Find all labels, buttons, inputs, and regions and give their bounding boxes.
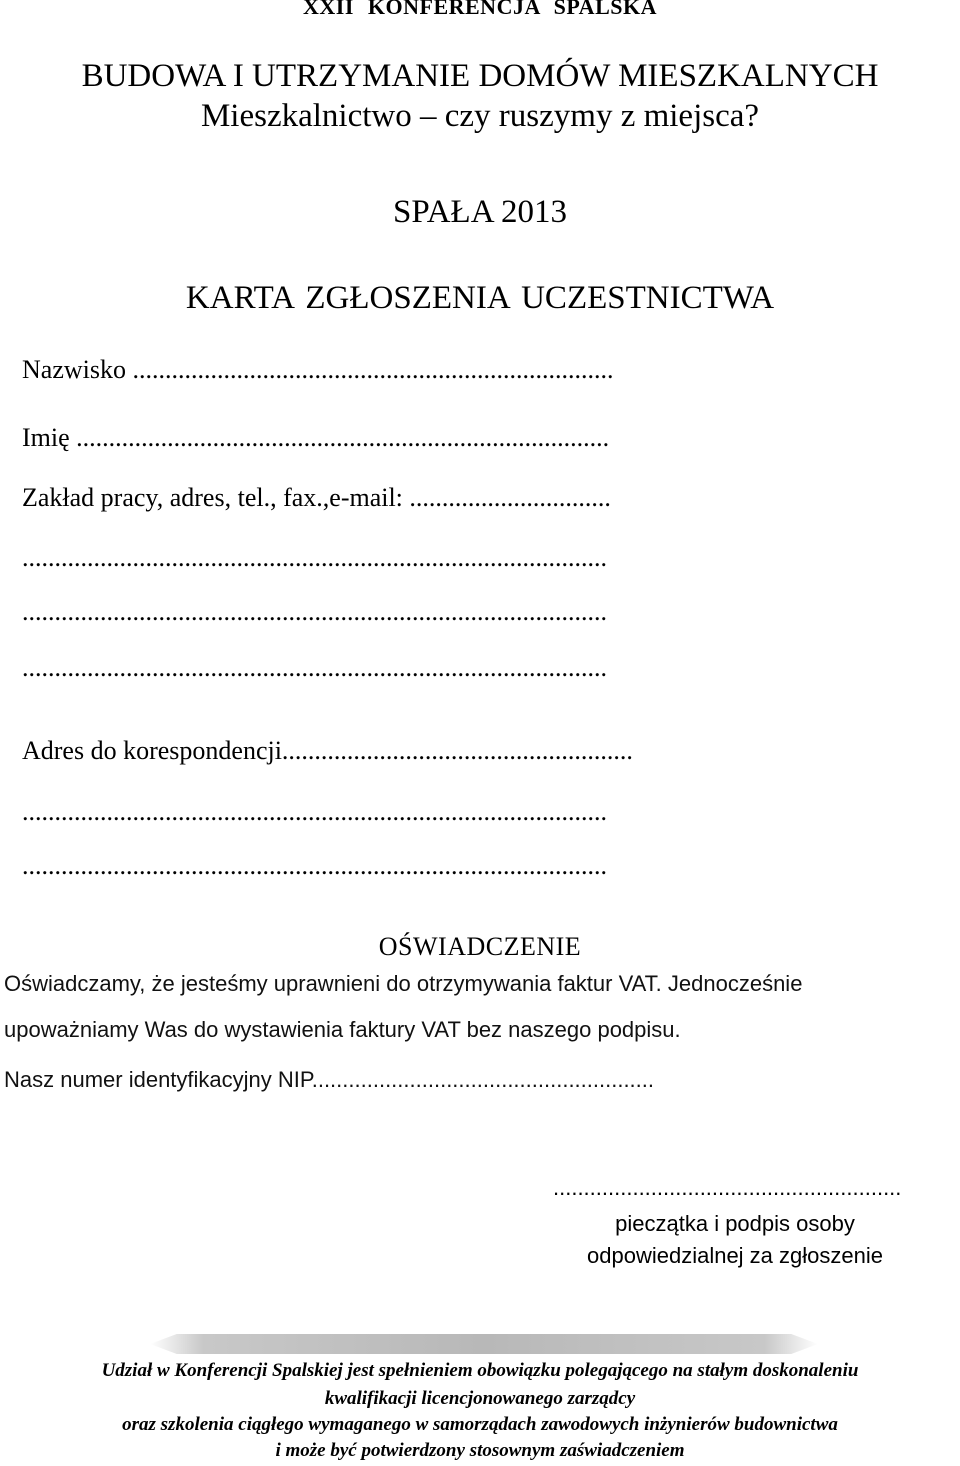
signature-caption-line-1: pieczątka i podpis osoby	[615, 1211, 855, 1236]
document-subtitle: Mieszkalnictwo – czy ruszymy z miejsca?	[200, 98, 760, 134]
correspondence-address-field[interactable]: Adres do korespondencji......................................................	[22, 736, 633, 765]
declaration-text-line-1: Oświadczamy, że jesteśmy uprawnieni do otrzymywania faktur VAT. Jednocześnie	[4, 971, 803, 996]
surname-field[interactable]: Nazwisko ..........................................................................	[22, 355, 614, 384]
footer-note-line-2: kwalifikacji licencjonowanego zarządcy	[324, 1388, 636, 1409]
footer-divider	[150, 1334, 818, 1354]
correspondence-address-line-2[interactable]: ..........................................................................................	[22, 797, 607, 826]
correspondence-address-line-3[interactable]: ..........................................................................................	[22, 851, 607, 880]
declaration-title: OŚWIADCZENIE	[378, 932, 582, 961]
workplace-field[interactable]: Zakład pracy, adres, tel., fax.,e-mail: ...............................	[22, 483, 611, 512]
footer-note-line-1: Udział w Konferencji Spalskiej jest spełnieniem obowiązku polegającego na stałym doskonaleniu	[101, 1360, 859, 1381]
event-name: SPAŁA 2013	[393, 194, 567, 230]
signature-caption-line-2: odpowiedzialnej za zgłoszenie	[587, 1243, 883, 1268]
declaration-text-line-2: upoważniamy Was do wystawienia faktury VAT bez naszego podpisu.	[4, 1017, 681, 1042]
footer-note-line-3: oraz szkolenia ciągłego wymaganego w samorządach zawodowych inżynierów budownictwa	[122, 1414, 838, 1435]
conference-label: XXII KONFERENCJA SPALSKA	[303, 0, 657, 19]
workplace-field-line-3[interactable]: ..........................................................................................	[22, 597, 607, 626]
signature-line[interactable]: .........................................................	[553, 1175, 902, 1200]
workplace-field-line-2[interactable]: ..........................................................................................	[22, 543, 607, 572]
document-title: BUDOWA I UTRZYMANIE DOMÓW MIESZKALNYCH	[81, 58, 879, 94]
workplace-field-line-4[interactable]: ..........................................................................................	[22, 653, 607, 682]
form-title: KARTA ZGŁOSZENIA UCZESTNICTWA	[185, 280, 775, 316]
first-name-field[interactable]: Imię ..................................................................................	[22, 423, 610, 452]
footer-note-line-4: i może być potwierdzony stosownym zaświadczeniem	[275, 1440, 685, 1461]
nip-field[interactable]: Nasz numer identyfikacyjny NIP........................................................	[4, 1067, 655, 1092]
